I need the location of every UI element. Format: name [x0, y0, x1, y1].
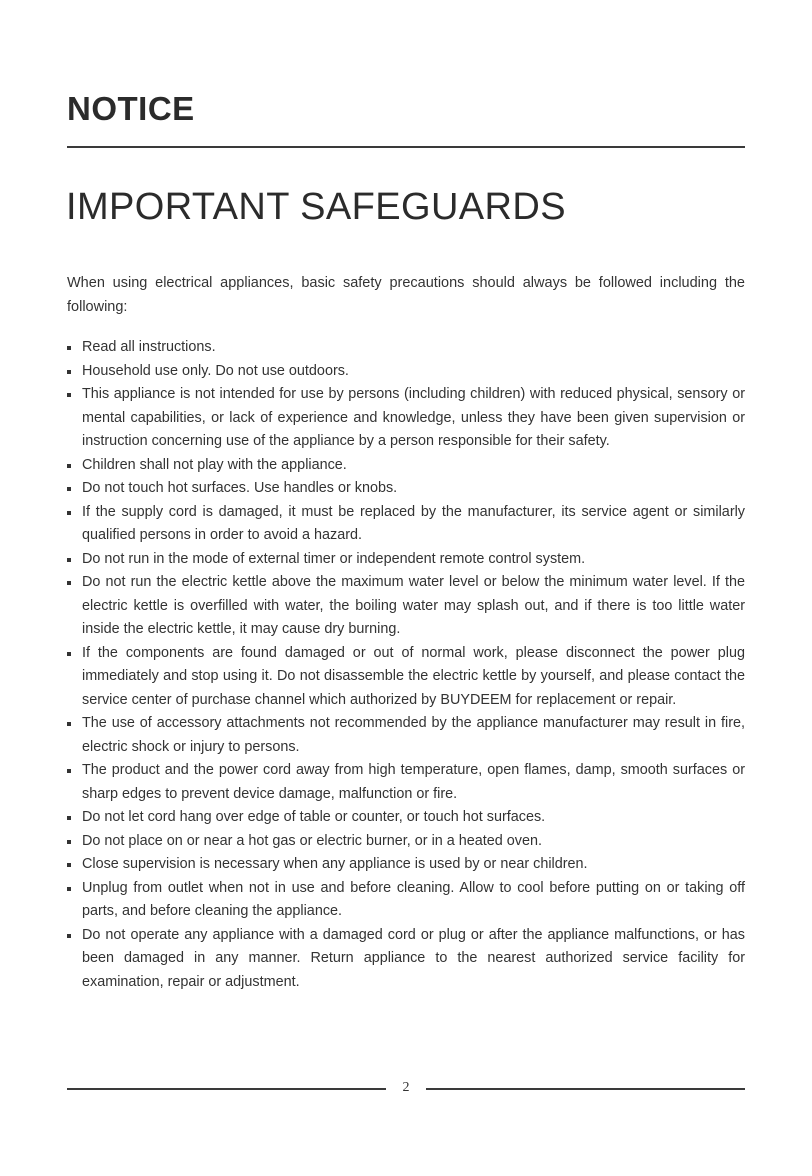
safeguard-item	[67, 806, 745, 830]
bullet-icon	[67, 487, 71, 491]
safeguard-text: Do not run in the mode of external timer or independent remote control system.	[82, 550, 586, 567]
safeguard-item	[67, 830, 745, 854]
notice-title: NOTICE	[67, 90, 195, 127]
safeguard-item	[67, 360, 745, 384]
safeguard-item	[67, 501, 745, 548]
footer-divider-left	[67, 1088, 386, 1090]
page-number: 2	[402, 1080, 410, 1095]
bullet-icon	[67, 370, 71, 374]
bullet-icon	[67, 652, 71, 656]
safeguard-text: The use of accessory attachments not recommended by the appliance manufacturer may result in fire, electric shock or injury to persons.	[82, 715, 745, 755]
bullet-icon	[67, 464, 71, 468]
safeguard-item	[67, 924, 745, 995]
intro-paragraph: When using electrical appliances, basic safety precautions should always be followed including the following:	[67, 275, 745, 315]
safeguard-item	[67, 454, 745, 478]
safeguard-text: Read all instructions.	[82, 339, 216, 355]
bullet-icon	[67, 722, 71, 726]
safeguard-item	[67, 548, 745, 572]
bullet-icon	[67, 816, 71, 820]
safeguard-item	[67, 383, 745, 454]
safeguard-text: Do not run the electric kettle above the maximum water level or below the minimum water level. If the electric kettle is overfilled with water, the boiling water may splash out, and if there is too little water inside the electric kettle, it may cause dry burning.	[82, 574, 745, 637]
bullet-icon	[67, 863, 71, 867]
safeguard-item	[67, 877, 745, 924]
bullet-icon	[67, 581, 71, 585]
manual-page	[67, 0, 745, 1176]
bullet-icon	[67, 887, 71, 891]
safeguard-text: Children shall not play with the appliance.	[82, 456, 347, 473]
bullet-icon	[67, 769, 71, 773]
safeguard-item	[67, 712, 745, 759]
bullet-icon	[67, 393, 71, 397]
safeguard-item	[67, 853, 745, 877]
safeguard-text: If the supply cord is damaged, it must be replaced by the manufacturer, its service agent or similarly qualified persons in order to avoid a hazard.	[82, 503, 745, 543]
safeguard-text: Do not touch hot surfaces. Use handles or knobs.	[82, 480, 398, 496]
header-divider	[67, 146, 745, 148]
safeguard-text: Household use only. Do not use outdoors.	[82, 362, 349, 379]
bullet-icon	[67, 840, 71, 844]
safeguard-text: The product and the power cord away from high temperature, open flames, damp, smooth surfaces or sharp edges to prevent device damage, malfunction or fire.	[82, 762, 745, 802]
safeguard-item	[67, 336, 745, 360]
bullet-icon	[67, 558, 71, 562]
safeguard-item	[67, 477, 745, 501]
section-title: IMPORTANT SAFEGUARDS	[66, 186, 566, 228]
safeguard-item	[67, 571, 745, 642]
footer-divider-right	[426, 1088, 745, 1090]
bullet-icon	[67, 934, 71, 938]
safeguard-text: Do not let cord hang over edge of table or counter, or touch hot surfaces.	[82, 809, 546, 825]
safeguard-text: This appliance is not intended for use by persons (including children) with reduced physical, sensory or mental capabilities, or lack of experience and knowledge, unless they have been given supervision or instruction concerning use of the appliance by a person responsible for their safety.	[82, 386, 745, 449]
safeguard-text: Do not operate any appliance with a damaged cord or plug or after the appliance malfunctions, or has been damaged in any manner. Return appliance to the nearest authorized service facility for examination, repair or adjustment.	[82, 926, 745, 990]
safeguard-item	[67, 759, 745, 806]
bullet-icon	[67, 511, 71, 515]
safeguard-item	[67, 642, 745, 713]
safeguard-text: If the components are found damaged or out of normal work, please disconnect the power plug immediately and stop using it. Do not disassemble the electric kettle by yourself, and please contact the service center of purchase channel which authorized by BUYDEEM for replacement or repair.	[82, 644, 745, 708]
safeguard-text: Close supervision is necessary when any appliance is used by or near children.	[82, 856, 588, 872]
safeguard-text: Do not place on or near a hot gas or electric burner, or in a heated oven.	[82, 832, 542, 849]
safeguard-text: Unplug from outlet when not in use and before cleaning. Allow to cool before putting on or taking off parts, and before cleaning the appliance.	[82, 879, 745, 919]
bullet-icon	[67, 346, 71, 350]
safeguards-list	[67, 336, 745, 994]
